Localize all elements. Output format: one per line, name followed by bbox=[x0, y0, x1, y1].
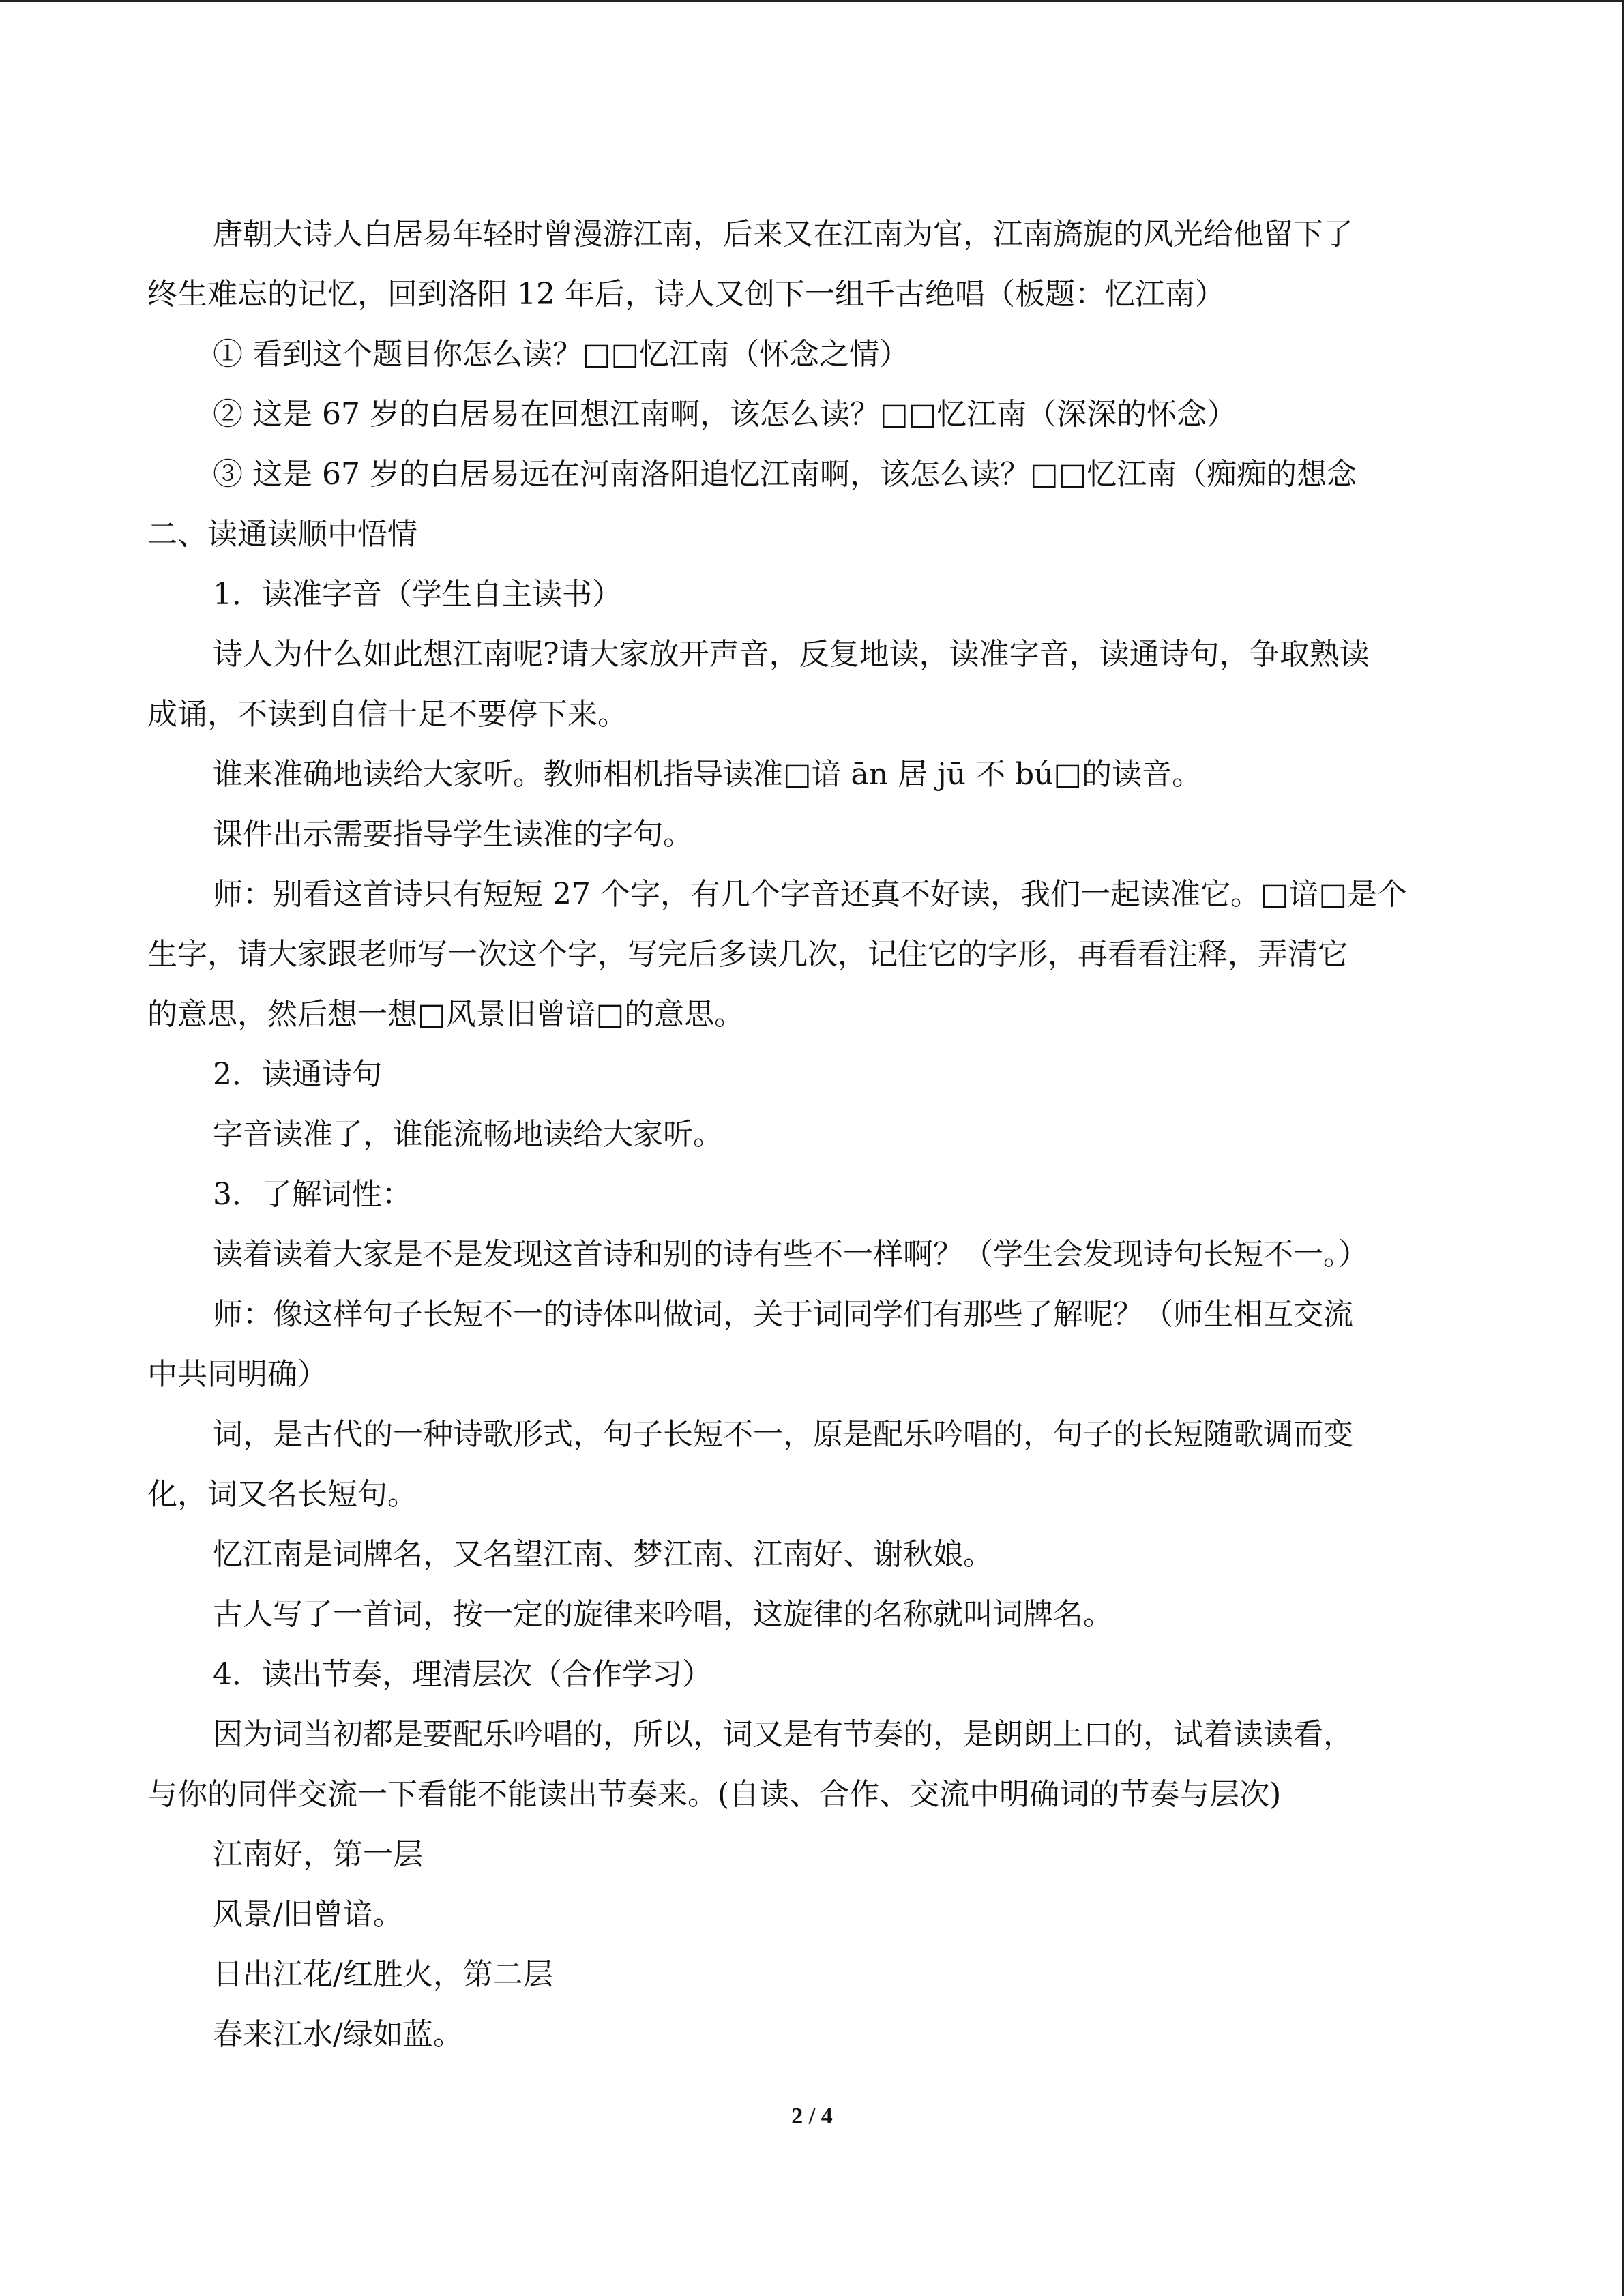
list-item-1: ① 看到这个题目你怎么读？□□忆江南（怀念之情） bbox=[213, 337, 910, 372]
paragraph-rhythm-line2: 与你的同伴交流一下看能不能读出节奏来。(自读、合作、交流中明确词的节奏与层次) bbox=[147, 1777, 1282, 1812]
page-border-top bbox=[0, 0, 1624, 2]
subheading-1: 1．读准字音（学生自主读书） bbox=[213, 577, 622, 612]
list-item-3: ③ 这是 67 岁的白居易远在河南洛阳追忆江南啊，该怎么读？□□忆江南（痴痴的想念 bbox=[213, 457, 1357, 492]
paragraph-ci-definition-line2: 化，词又名长短句。 bbox=[147, 1477, 417, 1512]
poem-line-4: 春来江水/绿如蓝。 bbox=[213, 2017, 463, 2052]
paragraph-teacher-line2: 生字，请大家跟老师写一次这个字，写完后多读几次，记住它的字形，再看看注释，弄清它 bbox=[147, 937, 1348, 972]
paragraph-courseware: 课件出示需要指导学生读准的字句。 bbox=[213, 817, 693, 852]
paragraph-intro-line2: 终生难忘的记忆，回到洛阳 12 年后，诗人又创下一组千古绝唱（板题：忆江南） bbox=[147, 277, 1225, 312]
subheading-2: 2．读通诗句 bbox=[213, 1057, 382, 1092]
paragraph-rhythm-line1: 因为词当初都是要配乐吟唱的，所以，词又是有节奏的，是朗朗上口的，试着读读看， bbox=[213, 1717, 1353, 1752]
paragraph-read-aloud-line2: 成诵，不读到自信十足不要停下来。 bbox=[147, 697, 628, 732]
poem-line-1: 江南好，第一层 bbox=[213, 1837, 423, 1872]
poem-line-2: 风景/旧曾谙。 bbox=[213, 1897, 403, 1932]
page-number: 2 / 4 bbox=[791, 2104, 833, 2129]
paragraph-teacher-line1: 师：别看这首诗只有短短 27 个字，有几个字音还真不好读，我们一起读准它。□谙□是个 bbox=[213, 877, 1408, 912]
paragraph-cipai: 忆江南是词牌名，又名望江南、梦江南、江南好、谢秋娘。 bbox=[213, 1537, 993, 1572]
list-item-2: ② 这是 67 岁的白居易在回想江南啊，该怎么读？□□忆江南（深深的怀念） bbox=[213, 397, 1237, 432]
paragraph-ci-form-line2: 中共同明确） bbox=[147, 1357, 327, 1392]
subheading-3: 3．了解词性： bbox=[213, 1177, 412, 1212]
paragraph-discover: 读着读着大家是不是发现这首诗和别的诗有些不一样啊？（学生会发现诗句长短不一。） bbox=[213, 1237, 1368, 1272]
paragraph-pronunciation: 谁来准确地读给大家听。教师相机指导读准□谙 ān 居 jū 不 bú□的读音。 bbox=[213, 757, 1202, 792]
paragraph-teacher-line3: 的意思，然后想一想□风景旧曾谙□的意思。 bbox=[147, 997, 745, 1032]
paragraph-intro-line1: 唐朝大诗人白居易年轻时曾漫游江南，后来又在江南为官，江南旖旎的风光给他留下了 bbox=[213, 217, 1353, 252]
section-heading: 二、读通读顺中悟情 bbox=[147, 517, 417, 552]
paragraph-fluent: 字音读准了，谁能流畅地读给大家听。 bbox=[213, 1117, 723, 1152]
poem-line-3: 日出江花/红胜火，第二层 bbox=[213, 1957, 553, 1992]
paragraph-read-aloud-line1: 诗人为什么如此想江南呢?请大家放开声音，反复地读，读准字音，读通诗句，争取熟读 bbox=[213, 637, 1370, 672]
document-body bbox=[147, 205, 1477, 2065]
paragraph-ci-definition-line1: 词，是古代的一种诗歌形式，句子长短不一，原是配乐吟唱的，句子的长短随歌调而变 bbox=[213, 1417, 1353, 1452]
subheading-4: 4．读出节奏，理清层次（合作学习） bbox=[213, 1657, 712, 1692]
paragraph-ci-form-line1: 师：像这样句子长短不一的诗体叫做词，关于词同学们有那些了解呢？（师生相互交流 bbox=[213, 1297, 1353, 1332]
paragraph-melody: 古人写了一首词，按一定的旋律来吟唱，这旋律的名称就叫词牌名。 bbox=[213, 1597, 1113, 1632]
